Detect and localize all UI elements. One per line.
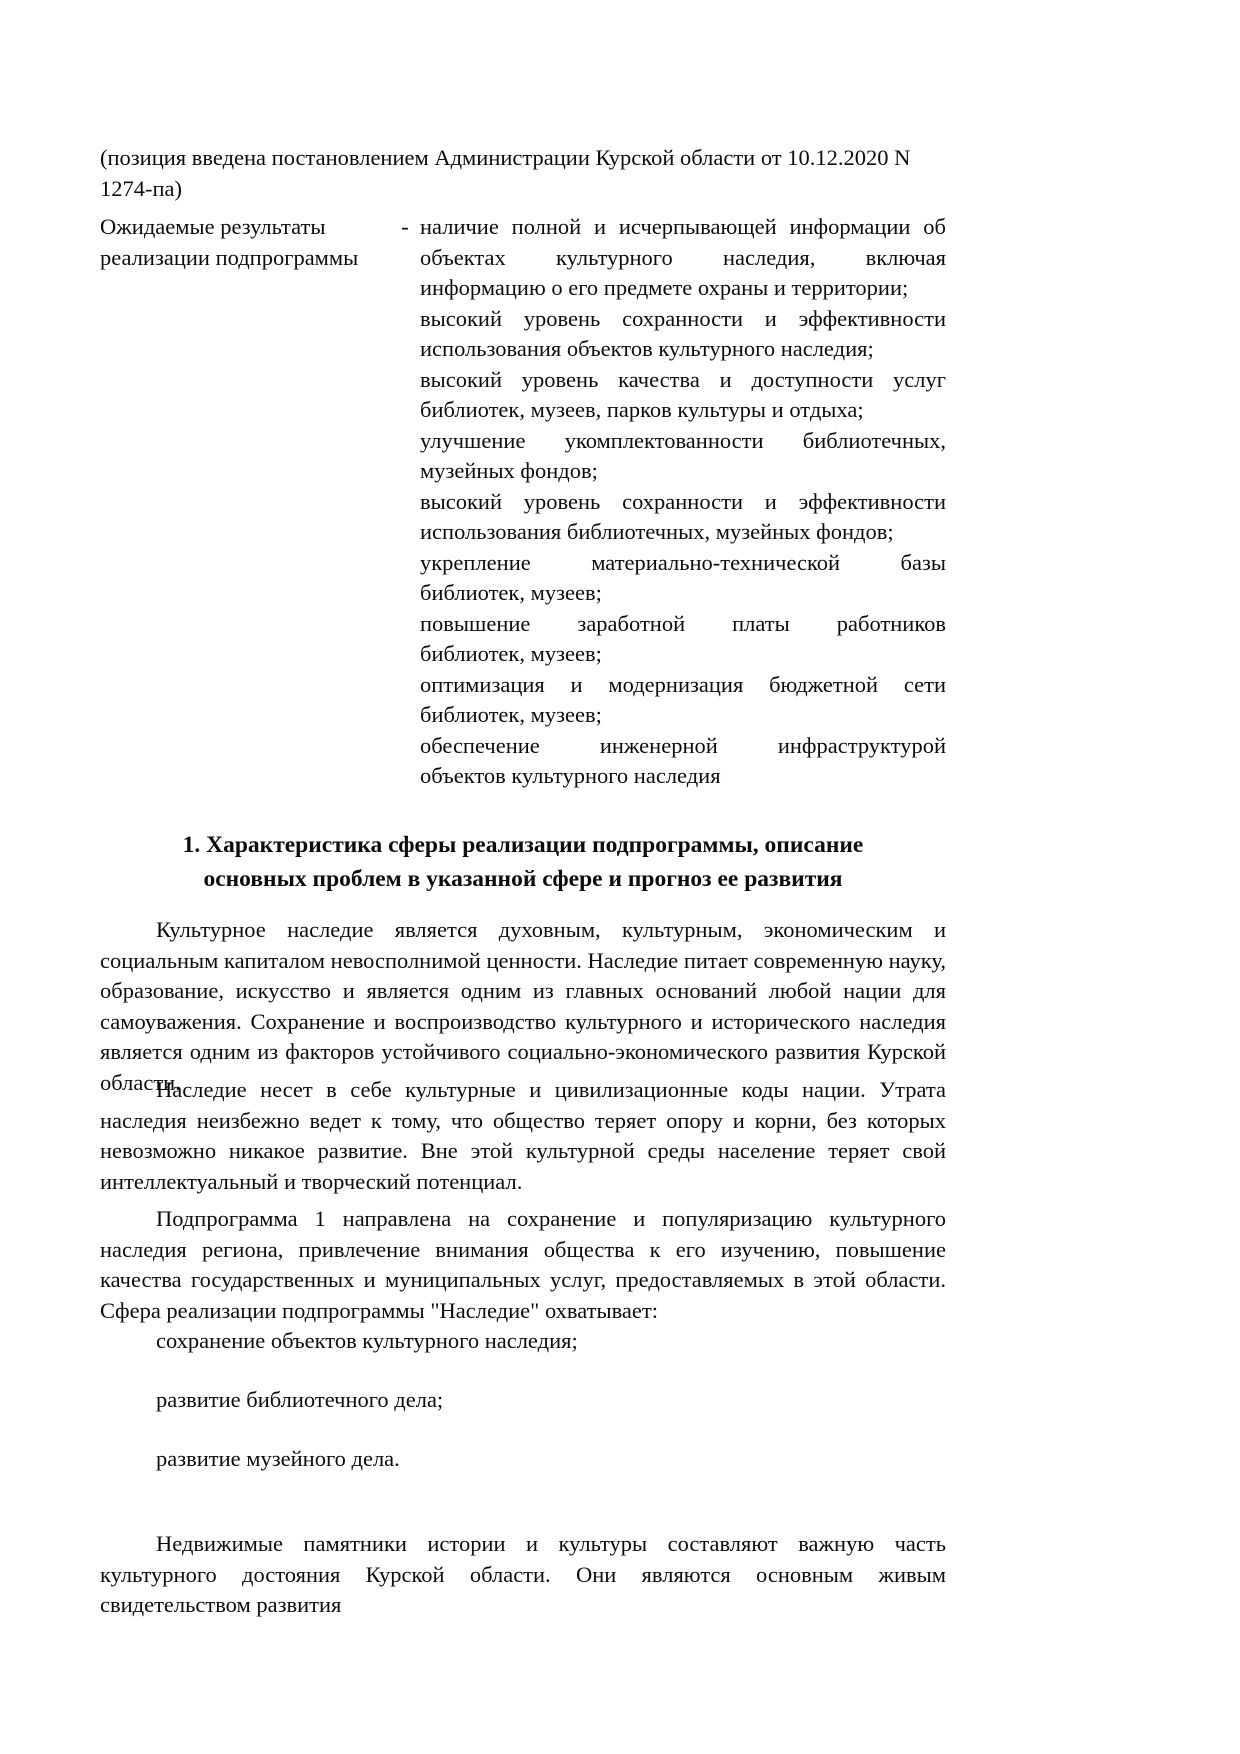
expected-results-line: библиотек, музеев; bbox=[420, 702, 602, 727]
expected-results-value bbox=[420, 212, 946, 792]
list-item: развитие библиотечного дела; bbox=[156, 1387, 444, 1412]
expected-results-line: библиотек, музеев; bbox=[420, 580, 602, 605]
section-heading bbox=[100, 828, 946, 896]
expected-results-line: использования библиотечных, музейных фондов; bbox=[420, 519, 894, 544]
expected-results-line: библиотек, музеев; bbox=[420, 641, 602, 666]
definition-dash: - bbox=[401, 214, 409, 239]
section-heading-line-2: основных проблем в указанной сфере и прогноз ее развития bbox=[203, 866, 843, 892]
scope-list-item-1 bbox=[100, 1326, 946, 1357]
expected-results-label-line-2: реализации подпрограммы bbox=[100, 244, 359, 270]
expected-results-line: укрепление материально-технической базы bbox=[420, 549, 946, 575]
section-heading-line-1: 1. Характеристика сферы реализации подпрограммы, описание bbox=[182, 832, 864, 858]
expected-results-line: наличие полной и исчерпывающей информации об bbox=[420, 214, 946, 239]
scope-list-item-2 bbox=[100, 1385, 946, 1416]
list-item: сохранение объектов культурного наследия; bbox=[156, 1328, 578, 1353]
paragraph-block-1 bbox=[100, 915, 946, 1098]
expected-results-line: библиотек, музеев, парков культуры и отдыха; bbox=[420, 397, 864, 422]
expected-results-row bbox=[100, 212, 946, 792]
expected-results-line: использования объектов культурного наследия; bbox=[420, 336, 874, 361]
paragraph-block-4 bbox=[100, 1529, 946, 1621]
expected-results-line: информацию о его предмете охраны и территории; bbox=[420, 275, 909, 300]
body-paragraph: Подпрограмма 1 направлена на сохранение и популяризацию культурного наследия региона, привлечение внимания общества к его изучению, повышение качества государственных и муниципальных услуг, предоставляемых в этой области. Сфера реализации подпрограммы "Наследие" охватывает: bbox=[100, 1206, 946, 1323]
expected-results-line: оптимизация и модернизация бюджетной сети bbox=[420, 671, 946, 697]
scope-list-item-3 bbox=[100, 1444, 946, 1475]
expected-results-line: повышение заработной платы работников bbox=[420, 610, 946, 636]
expected-results-label bbox=[100, 212, 390, 273]
expected-results-line: объектах культурного наследия, включая bbox=[420, 244, 946, 270]
expected-results-line: улучшение укомплектованности библиотечных, bbox=[420, 427, 946, 453]
expected-results-line: высокий уровень сохранности и эффективности bbox=[420, 305, 946, 331]
expected-results-label-line-1: Ожидаемые результаты bbox=[100, 214, 326, 239]
amendment-note-line-1: (позиция введена постановлением Администрации Курской области от 10.12.2020 N bbox=[100, 145, 911, 170]
body-paragraph: Наследие несет в себе культурные и цивилизационные коды нации. Утрата наследия неизбежно ведет к тому, что общество теряет опору и корни, без которых невозможно никакое развитие. Вне этой культурной среды население теряет свой интеллектуальный и творческий потенциал. bbox=[100, 1077, 946, 1194]
expected-results-line: обеспечение инженерной инфраструктурой bbox=[420, 732, 946, 758]
expected-results-line: музейных фондов; bbox=[420, 458, 598, 483]
expected-results-line: объектов культурного наследия bbox=[420, 763, 721, 788]
amendment-note-line-2: 1274-па) bbox=[100, 176, 183, 201]
paragraph-block-2 bbox=[100, 1075, 946, 1197]
expected-results-line: высокий уровень качества и доступности услуг bbox=[420, 366, 946, 392]
list-item: развитие музейного дела. bbox=[156, 1446, 400, 1471]
body-paragraph: Недвижимые памятники истории и культуры составляют важную часть культурного достояния Курской области. Они являются основным живым свидетельством развития bbox=[100, 1531, 946, 1617]
amendment-note bbox=[100, 142, 946, 204]
body-paragraph: Культурное наследие является духовным, культурным, экономическим и социальным капиталом невосполнимой ценности. Наследие питает современную науку, образование, искусство и является одним из главных оснований любой нации для самоуважения. Сохранение и воспроизводство культурного и исторического наследия является одним из факторов устойчивого социально-экономического развития Курской области. bbox=[100, 917, 946, 1095]
expected-results-line: высокий уровень сохранности и эффективности bbox=[420, 488, 946, 514]
paragraph-block-3 bbox=[100, 1204, 946, 1326]
